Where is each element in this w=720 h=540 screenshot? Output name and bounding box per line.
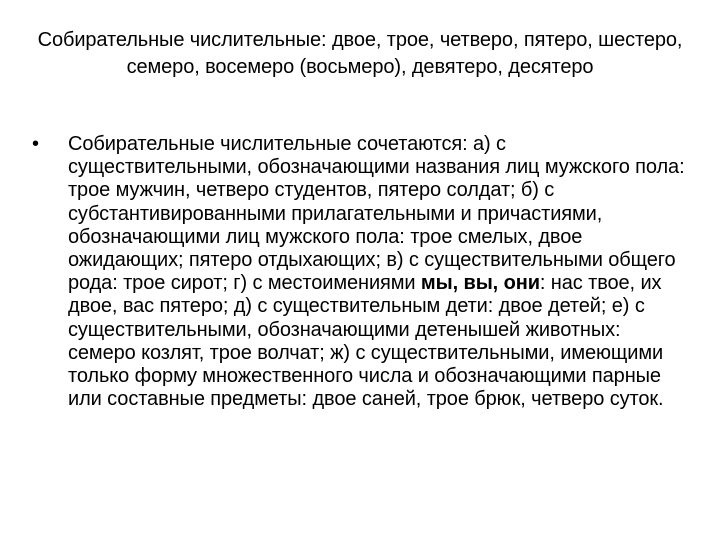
list-item (32, 133, 692, 411)
bullet-text (68, 133, 685, 410)
bullet-text-part-2: : нас твое, их двое, вас пятеро; д) с существительным дети: двое детей; е) с существительными, обозначающими детенышей животных: семеро козлят, трое волчат; ж) с существительными, имеющими только форму множественного числа и обозначающими парные или составные предметы: двое саней, трое брюк, четверо суток. (68, 272, 664, 411)
bullet-bold-pronouns: мы, вы, они (420, 272, 540, 295)
bullet-icon: • (32, 133, 39, 155)
bullet-text-part-1: Собирательные числительные сочетаются: а) с существительными, обозначающими названия лиц мужского пола: трое мужчин, четверо студентов, пятеро солдат; б) с субстантивированными прилагательными и причастиями, обозначающими лиц мужского пола: трое смелых, двое ожидающих; пятеро отдыхающих; в) с существительными общего рода: трое сирот; г) с местоимениями (68, 133, 685, 295)
slide-title: Собирательные числительные: двое, трое, четверо, пятеро, шестеро, семеро, восемеро (восьмеро), девятеро, десятеро (37, 29, 683, 78)
bullet-list (32, 133, 692, 411)
